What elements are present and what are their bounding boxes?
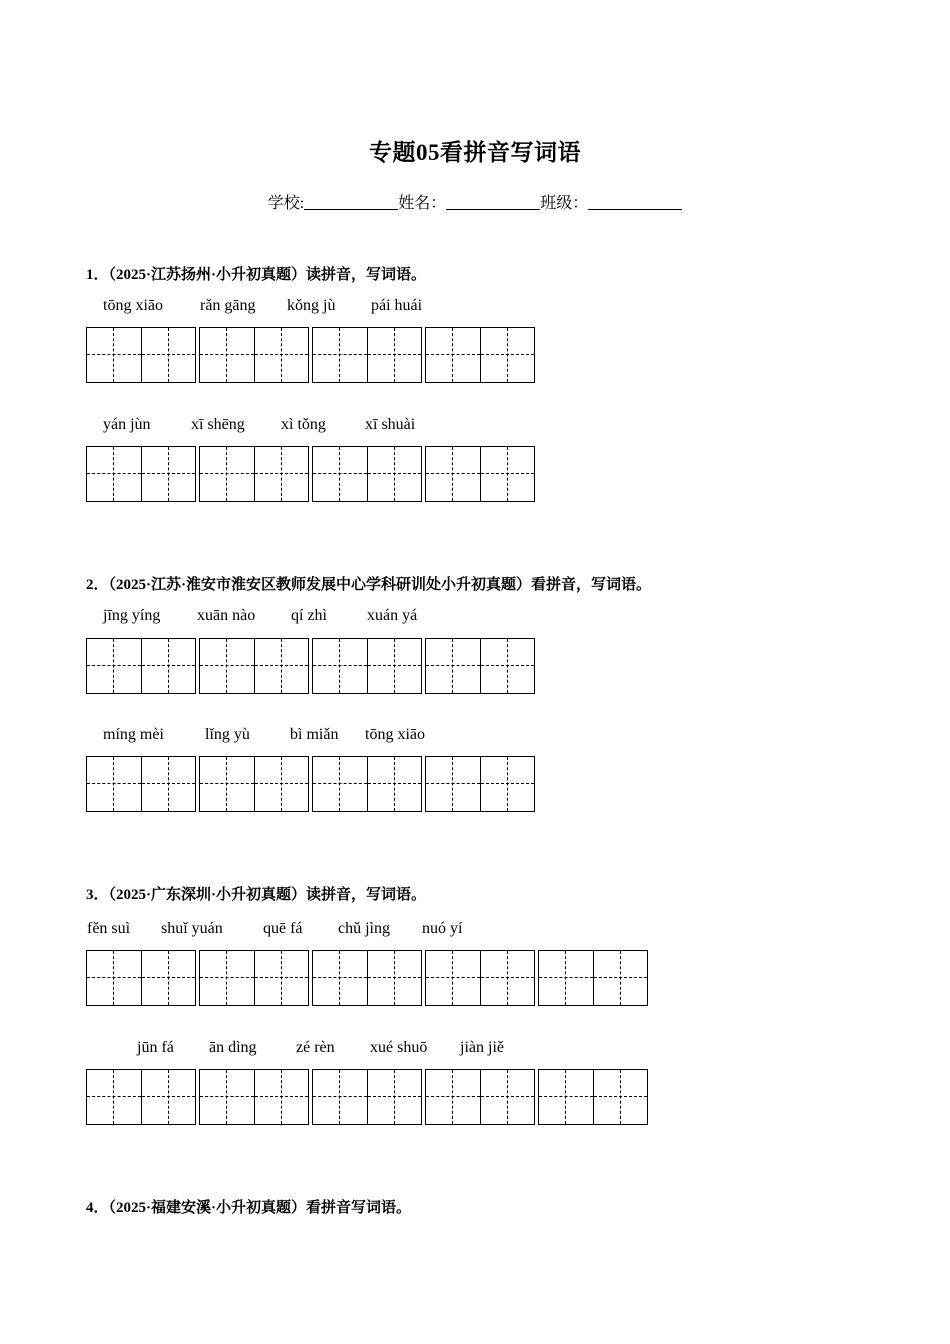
char-cell[interactable] [426,639,480,693]
char-cell[interactable] [367,951,421,1005]
word-box[interactable] [538,950,648,1006]
word-box[interactable] [312,756,422,812]
char-cell[interactable] [200,639,254,693]
pinyin-label: quē fá [263,920,303,937]
class-blank[interactable] [588,193,682,210]
pinyin-label: xuán yá [367,607,418,624]
char-cell[interactable] [87,639,141,693]
school-blank[interactable] [304,193,398,210]
writing-grid [86,950,651,1006]
school-label: 学校: [267,195,305,212]
char-cell[interactable] [426,951,480,1005]
char-cell[interactable] [141,328,195,382]
char-cell[interactable] [480,757,534,811]
pinyin-label: xuān nào [197,607,256,624]
char-cell[interactable] [254,951,308,1005]
char-cell[interactable] [87,951,141,1005]
pinyin-label: xī shēng [191,416,245,433]
char-cell[interactable] [367,328,421,382]
word-box[interactable] [199,950,309,1006]
char-cell[interactable] [313,328,367,382]
char-cell[interactable] [254,328,308,382]
pinyin-label: xì tǒng [281,416,326,433]
word-box[interactable] [86,756,196,812]
char-cell[interactable] [480,328,534,382]
word-box[interactable] [86,446,196,502]
word-box[interactable] [199,446,309,502]
pinyin-label: tōng xiāo [365,726,425,743]
pinyin-label: pái huái [371,297,423,314]
pinyin-label: míng mèi [103,726,164,743]
char-cell[interactable] [426,1070,480,1124]
char-cell[interactable] [539,951,593,1005]
char-cell[interactable] [254,639,308,693]
name-label: 姓名： [398,195,447,212]
char-cell[interactable] [200,328,254,382]
writing-grid [86,638,538,694]
char-cell[interactable] [200,1070,254,1124]
char-cell[interactable] [367,639,421,693]
student-info-line [0,190,950,213]
word-box[interactable] [312,638,422,694]
pinyin-label: qí zhì [291,607,327,624]
char-cell[interactable] [367,447,421,501]
char-cell[interactable] [480,447,534,501]
pinyin-label: yán jùn [103,416,151,433]
char-cell[interactable] [87,328,141,382]
pinyin-label: lǐng yù [205,726,250,743]
char-cell[interactable] [313,757,367,811]
writing-grid [86,756,538,812]
word-box[interactable] [425,1069,535,1125]
word-box[interactable] [199,638,309,694]
char-cell[interactable] [254,447,308,501]
pinyin-label: jīng yíng [103,607,161,624]
pinyin-label: jiàn jiě [460,1039,504,1056]
question-2-header: 2．（2025·江苏·淮安市淮安区教师发展中心学科研训处小升初真题）看拼音，写词语。 [86,577,652,593]
char-cell[interactable] [313,951,367,1005]
char-cell[interactable] [313,447,367,501]
char-cell[interactable] [367,1070,421,1124]
word-box[interactable] [86,1069,196,1125]
word-box[interactable] [86,950,196,1006]
word-box[interactable] [199,1069,309,1125]
char-cell[interactable] [426,757,480,811]
pinyin-label: xué shuō [370,1039,428,1056]
char-cell[interactable] [480,951,534,1005]
class-label: 班级： [540,195,589,212]
char-cell[interactable] [141,757,195,811]
char-cell[interactable] [141,447,195,501]
writing-grid [86,446,538,502]
char-cell[interactable] [313,639,367,693]
char-cell[interactable] [200,447,254,501]
question-1-header: 1．（2025·江苏扬州·小升初真题）读拼音，写词语。 [86,267,427,283]
word-box[interactable] [312,446,422,502]
word-box[interactable] [86,638,196,694]
pinyin-label: zé rèn [296,1039,335,1056]
char-cell[interactable] [200,951,254,1005]
char-cell[interactable] [313,1070,367,1124]
pinyin-label: ān dìng [209,1039,257,1056]
writing-grid [86,1069,651,1125]
writing-grid [86,327,538,383]
pinyin-label: xī shuài [365,416,416,433]
char-cell[interactable] [141,951,195,1005]
word-box[interactable] [312,327,422,383]
word-box[interactable] [425,756,535,812]
char-cell[interactable] [141,639,195,693]
char-cell[interactable] [480,639,534,693]
pinyin-label: bì miǎn [290,726,339,743]
pinyin-label: kǒng jù [287,297,336,314]
word-box[interactable] [425,327,535,383]
word-box[interactable] [425,446,535,502]
word-box[interactable] [425,638,535,694]
char-cell[interactable] [426,328,480,382]
word-box[interactable] [425,950,535,1006]
pinyin-label: tōng xiāo [103,297,163,314]
word-box[interactable] [312,1069,422,1125]
char-cell[interactable] [200,757,254,811]
char-cell[interactable] [367,757,421,811]
char-cell[interactable] [254,757,308,811]
char-cell[interactable] [539,1070,593,1124]
char-cell[interactable] [87,1070,141,1124]
pinyin-label: jūn fá [137,1039,174,1056]
char-cell[interactable] [141,1070,195,1124]
word-box[interactable] [199,327,309,383]
pinyin-label: rǎn gāng [200,297,256,314]
char-cell[interactable] [593,1070,647,1124]
char-cell[interactable] [254,1070,308,1124]
pinyin-label: chǔ jìng [338,920,390,937]
word-box[interactable] [86,327,196,383]
char-cell[interactable] [426,447,480,501]
char-cell[interactable] [593,951,647,1005]
question-4-header: 4．（2025·福建安溪·小升初真题）看拼音写词语。 [86,1200,412,1216]
pinyin-label: fěn suì [87,920,131,937]
pinyin-label: nuó yí [422,920,463,937]
word-box[interactable] [199,756,309,812]
word-box[interactable] [538,1069,648,1125]
char-cell[interactable] [87,757,141,811]
char-cell[interactable] [87,447,141,501]
word-box[interactable] [312,950,422,1006]
name-blank[interactable] [446,193,540,210]
char-cell[interactable] [480,1070,534,1124]
page-title: 专题05看拼音写词语 [369,140,581,165]
question-3-header: 3．（2025·广东深圳·小升初真题）读拼音，写词语。 [86,887,427,903]
pinyin-label: shuǐ yuán [161,920,223,937]
